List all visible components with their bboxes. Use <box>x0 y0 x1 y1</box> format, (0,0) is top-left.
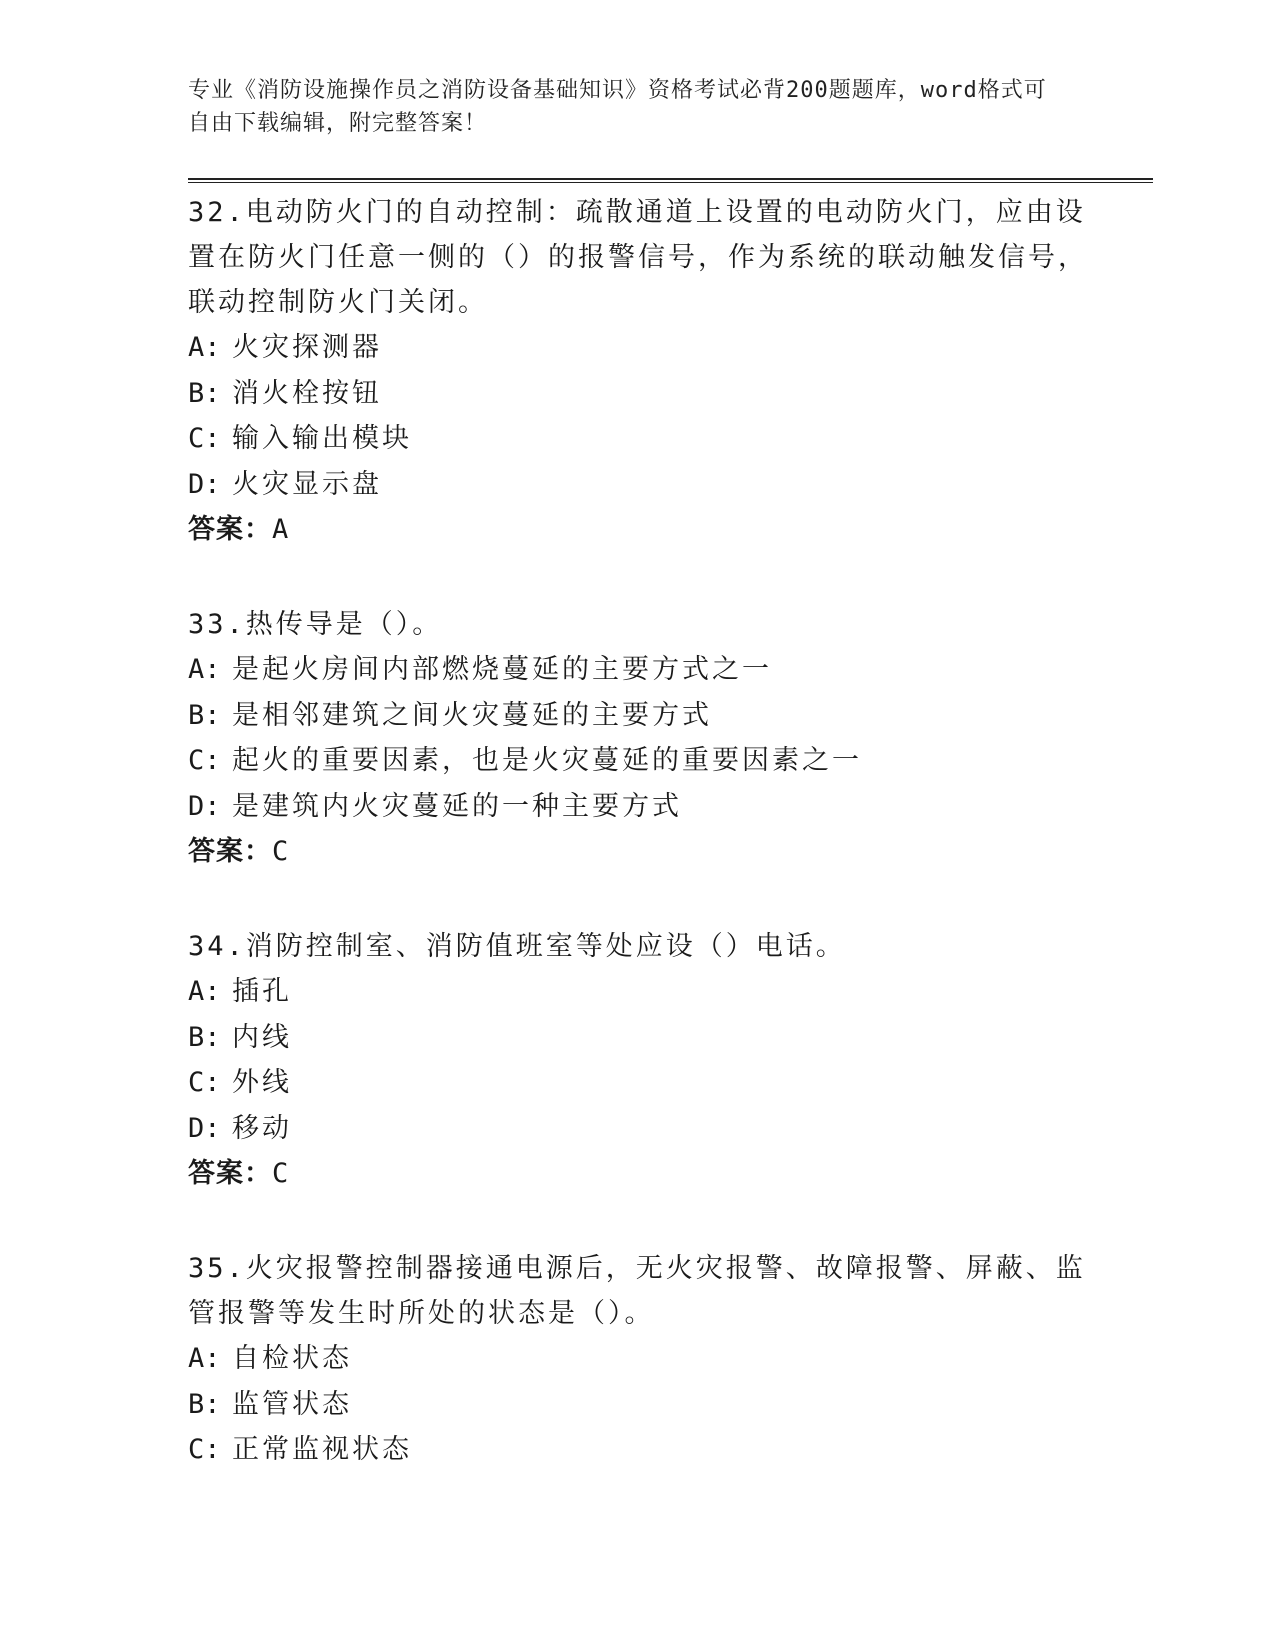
option-text: 自检状态 <box>232 1343 352 1374</box>
option-a <box>188 969 1088 1015</box>
option-text: 消火栓按钮 <box>232 377 382 409</box>
question-stem: 35.火灾报警控制器接通电源后，无火灾报警、故障报警、屏蔽、监管报警等发生时所处的状态是（）。 <box>188 1253 1086 1329</box>
option-b <box>188 1382 1088 1428</box>
option-a <box>188 647 1088 693</box>
answer-value: C <box>272 1158 290 1189</box>
question-stem: 33.热传导是（）。 <box>188 609 443 640</box>
question-list <box>188 190 1088 1523</box>
answer-label: 答案： <box>188 1158 272 1189</box>
option-letter: B: <box>188 1388 221 1420</box>
option-letter: A: <box>188 1343 221 1374</box>
option-b <box>188 1015 1088 1061</box>
answer-line <box>188 829 1088 874</box>
option-text: 正常监视状态 <box>232 1434 412 1465</box>
question-stem: 34.消防控制室、消防值班室等处应设（）电话。 <box>188 931 846 962</box>
option-text: 是建筑内火灾蔓延的一种主要方式 <box>232 790 682 822</box>
option-a <box>188 325 1088 371</box>
question-33 <box>188 602 1088 874</box>
option-letter: D: <box>188 790 221 822</box>
question-35 <box>188 1246 1088 1473</box>
option-b <box>188 371 1088 417</box>
option-letter: A: <box>188 976 221 1007</box>
header-divider <box>188 178 1153 183</box>
option-text: 输入输出模块 <box>232 423 412 454</box>
option-letter: B: <box>188 1021 221 1053</box>
question-32 <box>188 190 1088 552</box>
option-letter: C: <box>188 423 221 454</box>
option-letter: A: <box>188 332 221 363</box>
option-letter: D: <box>188 1112 221 1144</box>
option-text: 内线 <box>232 1021 292 1053</box>
page-header: 专业《消防设施操作员之消防设备基础知识》资格考试必背200题题库，word格式可自由下载编辑，附完整答案！ <box>188 78 1047 136</box>
answer-label: 答案： <box>188 514 272 545</box>
option-text: 火灾显示盘 <box>232 468 382 500</box>
option-text: 监管状态 <box>232 1388 352 1420</box>
option-c <box>188 416 1088 462</box>
option-letter: B: <box>188 377 221 409</box>
option-c <box>188 738 1088 784</box>
answer-label: 答案： <box>188 836 272 867</box>
option-d <box>188 462 1088 508</box>
option-text: 移动 <box>232 1112 292 1144</box>
question-stem: 32.电动防火门的自动控制：疏散通道上设置的电动防火门，应由设置在防火门任意一侧的（）的报警信号，作为系统的联动触发信号，联动控制防火门关闭。 <box>188 197 1088 318</box>
option-text: 是起火房间内部燃烧蔓延的主要方式之一 <box>232 654 772 685</box>
option-letter: C: <box>188 745 221 776</box>
option-text: 是相邻建筑之间火灾蔓延的主要方式 <box>232 699 712 731</box>
option-text: 起火的重要因素，也是火灾蔓延的重要因素之一 <box>232 745 862 776</box>
option-c <box>188 1427 1088 1473</box>
option-letter: C: <box>188 1067 221 1098</box>
option-text: 火灾探测器 <box>232 332 382 363</box>
answer-line <box>188 507 1088 552</box>
option-letter: B: <box>188 699 221 731</box>
option-text: 外线 <box>232 1067 292 1098</box>
option-letter: C: <box>188 1434 221 1465</box>
option-c <box>188 1060 1088 1106</box>
option-letter: D: <box>188 468 221 500</box>
option-d <box>188 784 1088 830</box>
option-letter: A: <box>188 654 221 685</box>
option-a <box>188 1336 1088 1382</box>
question-34 <box>188 924 1088 1196</box>
option-d <box>188 1106 1088 1152</box>
answer-value: C <box>272 836 290 867</box>
answer-value: A <box>272 514 290 545</box>
option-b <box>188 693 1088 739</box>
answer-line <box>188 1151 1088 1196</box>
option-text: 插孔 <box>232 976 292 1007</box>
